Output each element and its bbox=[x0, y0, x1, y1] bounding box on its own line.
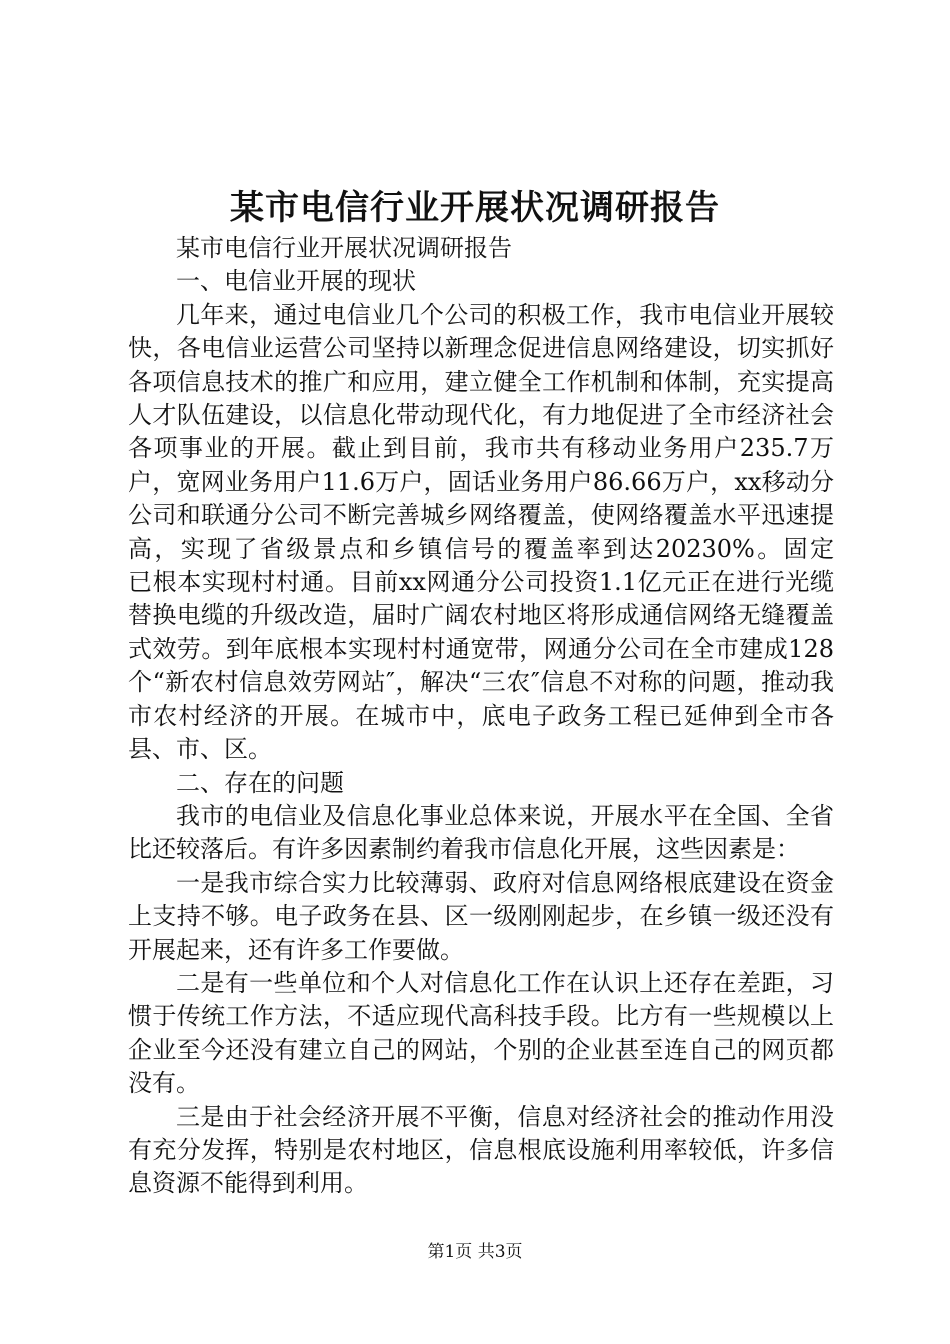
paragraph-status: 几年来，通过电信业几个公司的积极工作，我市电信业开展较快，各电信业运营公司坚持以新理念促进信息网络建设，切实抓好各项信息技术的推广和应用，建立健全工作机制和体制，充实提高人才队伍建设，以信息化带动现代化，有力地促进了全市经济社会各项事业的开展。截止到目前，我市共有移动业务用户235.7万户，宽网业务用户11.6万户，固话业务用户86.66万户，xx移动分公司和联通分公司不断完善城乡网络覆盖，使网络覆盖水平迅速提高，实现了省级景点和乡镇信号的覆盖率到达20230%。固定 已根本实现村村通。目前xx网通分公司投资1.1亿元正在进行光缆替换电缆的升级改造，届时广阔农村地区将形成通信网络无缝覆盖式效劳。到年底根本实现村村通宽带，网通分公司在全市建成128个“新农村信息效劳网站″，解决“三农″信息不对称的问题，推动我市农村经济的开展。在城市中，底电子政务工程已延伸到全市各县、市、区。 bbox=[128, 300, 882, 764]
section-heading-problems: 二、存在的问题 bbox=[176, 768, 344, 797]
document-title: 某市电信行业开展状况调研报告 bbox=[230, 188, 720, 228]
document-body bbox=[128, 232, 882, 1201]
paragraph-problem-3: 三是由于社会经济开展不平衡，信息对经济社会的推动作用没有充分发挥，特别是农村地区，信息根底设施利用率较低，许多信息资源不能得到利用。 bbox=[128, 1102, 834, 1198]
paragraph-subtitle: 某市电信行业开展状况调研报告 bbox=[176, 234, 512, 262]
section-heading-status: 一、电信业开展的现状 bbox=[176, 267, 416, 296]
paragraph-problem-2: 二是有一些单位和个人对信息化工作在认识上还存在差距，习惯于传统工作方法，不适应现代高科技手段。比方有一些规模以上企业至今还没有建立自己的网站，个别的企业甚至连自己的网页都没有。 bbox=[128, 968, 834, 1098]
paragraph-problems-intro: 我市的电信业及信息化事业总体来说，开展水平在全国、全省比还较落后。有许多因素制约着我市信息化开展，这些因素是： bbox=[128, 801, 834, 864]
paragraph-problem-1: 一是我市综合实力比较薄弱、政府对信息网络根底建设在资金上支持不够。电子政务在县、区一级刚刚起步，在乡镇一级还没有开展起来，还有许多工作要做。 bbox=[128, 868, 834, 964]
page-footer: 第1页 共3页 bbox=[427, 1242, 523, 1262]
